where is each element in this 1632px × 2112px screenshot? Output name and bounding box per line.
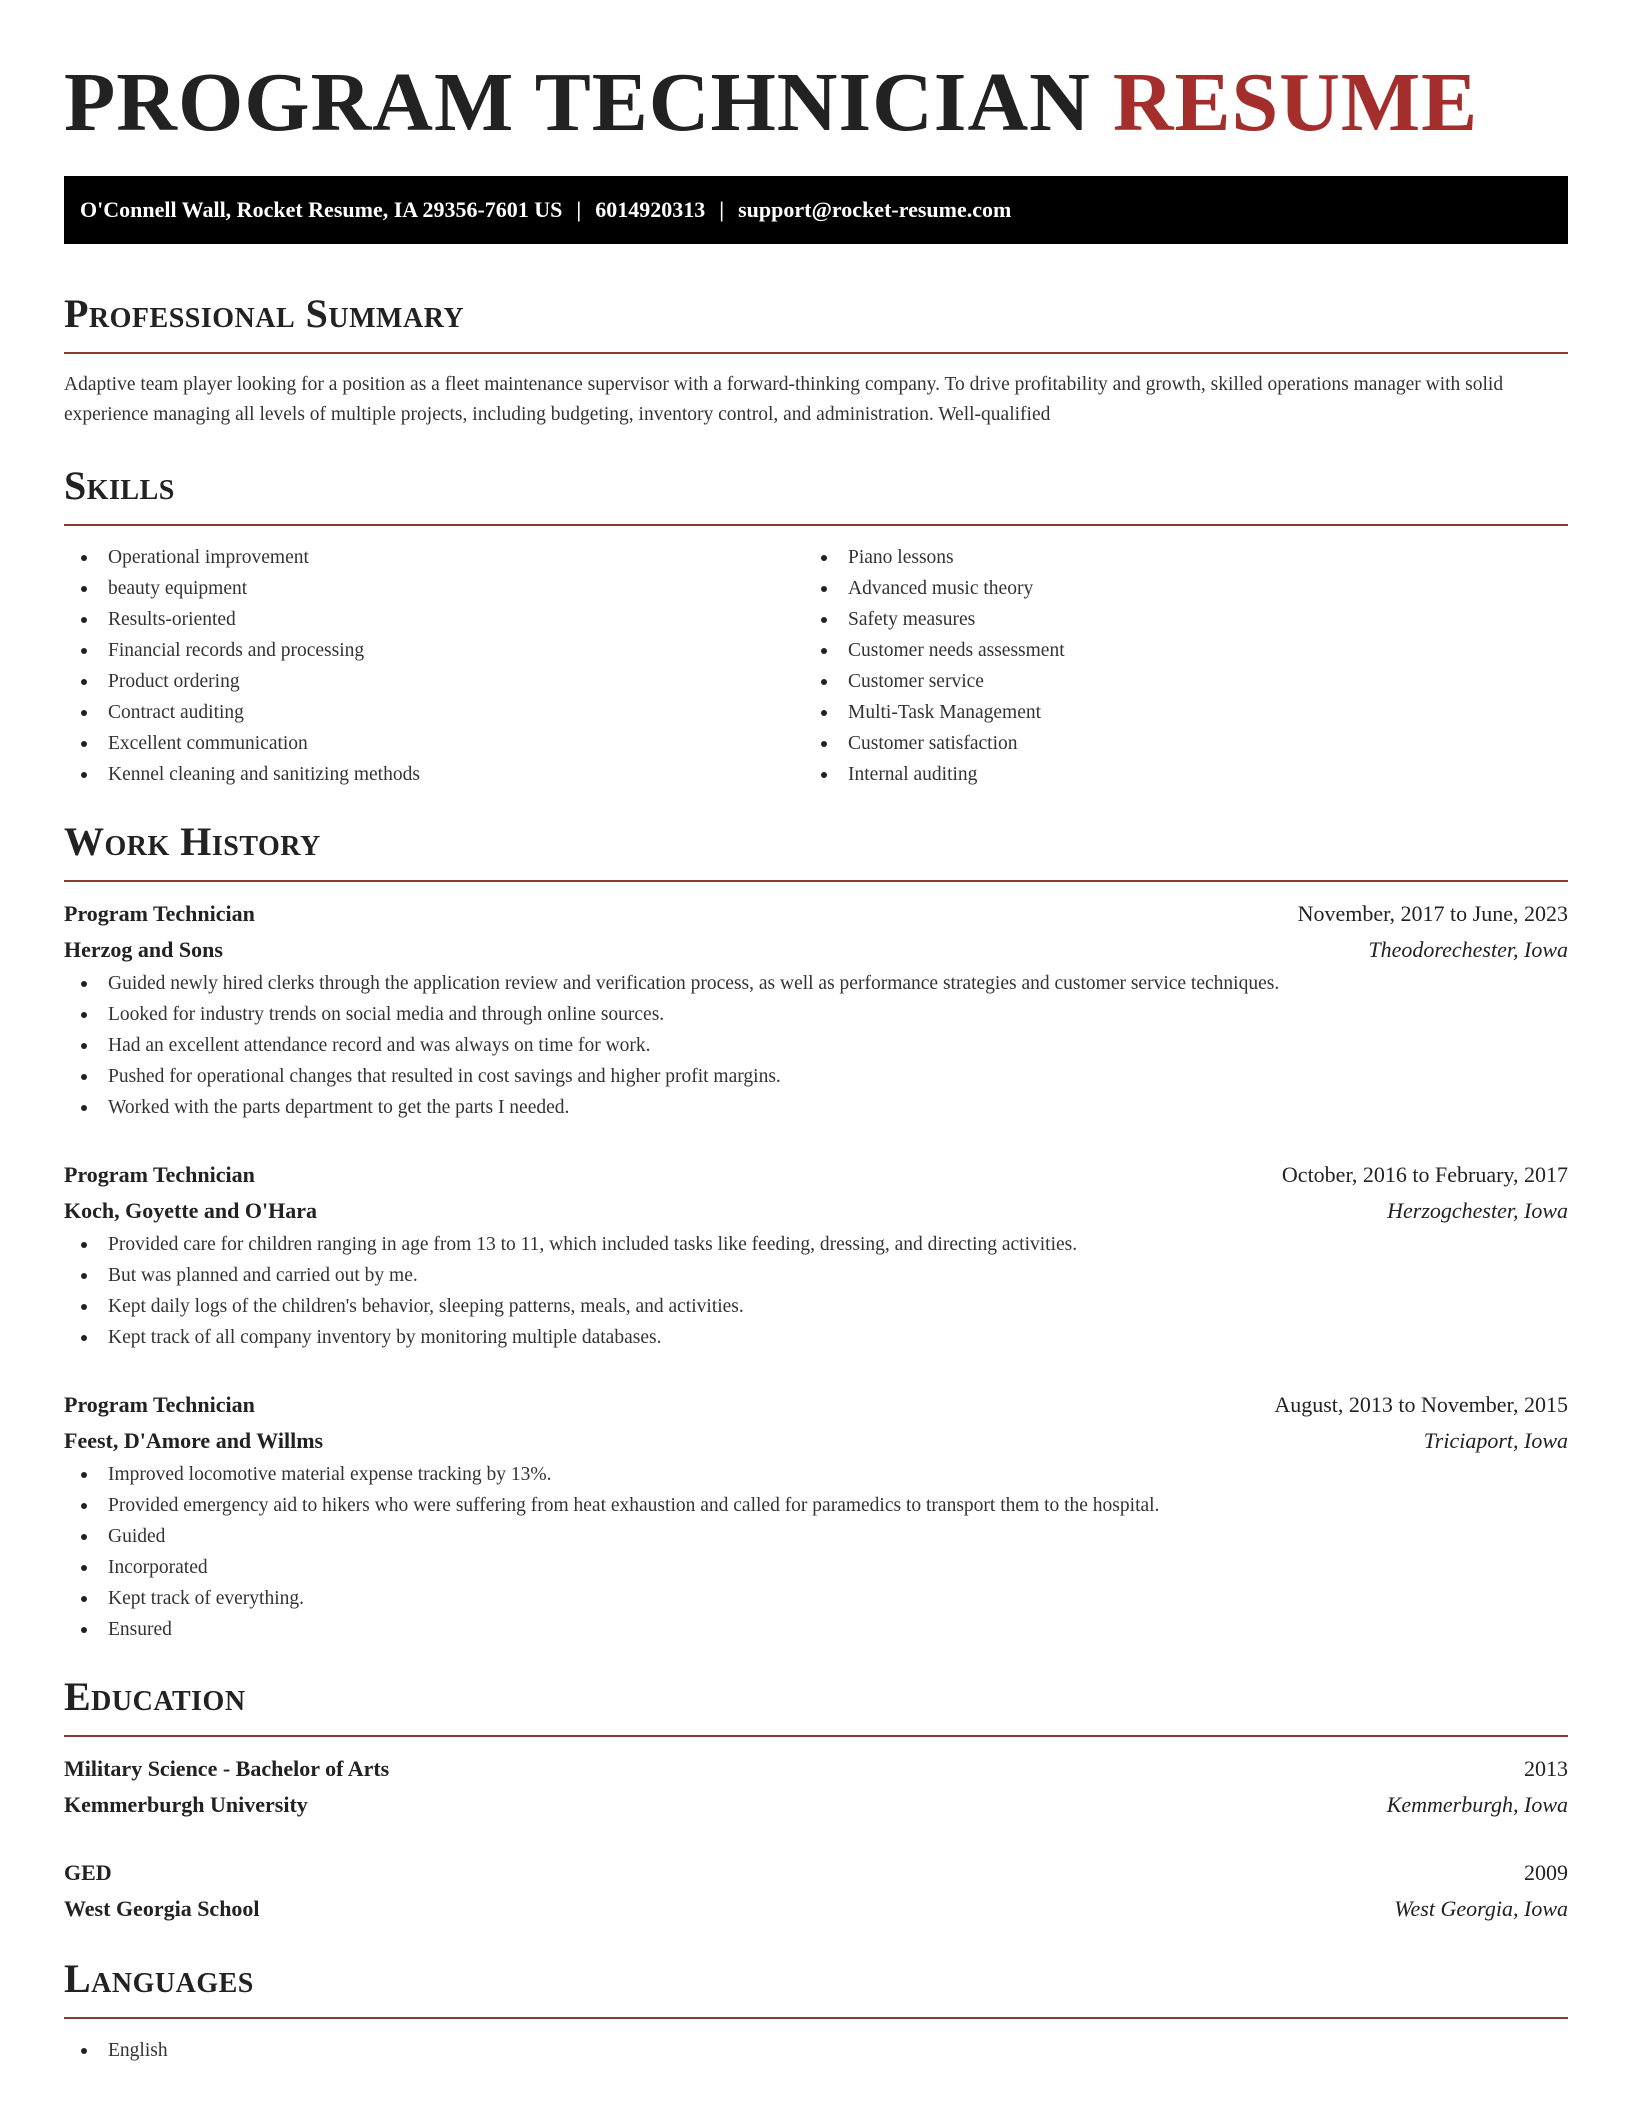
job-company-row [64, 1193, 1568, 1229]
job-company-row [64, 1423, 1568, 1459]
job-bullet: Incorporated [64, 1552, 1568, 1583]
resume-page [64, 0, 1568, 2066]
section-divider [64, 352, 1568, 354]
job-bullet: Pushed for operational changes that resulted in cost savings and higher profit margins. [64, 1061, 1568, 1092]
education-year: 2009 [1524, 1860, 1568, 1885]
skill-item: Customer needs assessment [804, 635, 1544, 666]
skills-section [64, 458, 1568, 790]
education-degree-row [64, 1855, 1568, 1891]
job-dates: November, 2017 to June, 2023 [1297, 901, 1568, 926]
job-bullet: Kept daily logs of the children's behavior, sleeping patterns, meals, and activities. [64, 1291, 1568, 1322]
contact-separator: | [576, 197, 582, 222]
skills-list-left [64, 542, 804, 790]
job-bullet: Ensured [64, 1614, 1568, 1645]
languages-section [64, 1951, 1568, 2066]
languages-heading: Languages [64, 1956, 254, 2001]
education-location: Kemmerburgh, Iowa [1386, 1792, 1568, 1817]
education-heading: Education [64, 1674, 246, 1719]
section-divider [64, 1735, 1568, 1737]
job-dates: October, 2016 to February, 2017 [1281, 1162, 1568, 1187]
job-bullet: But was planned and carried out by me. [64, 1260, 1568, 1291]
job-header-row [64, 1157, 1568, 1193]
skills-list-right [804, 542, 1544, 790]
job-title: Program Technician [64, 1392, 255, 1417]
education-degree: GED [64, 1860, 112, 1885]
skills-heading: Skills [64, 463, 175, 508]
job-company-row [64, 932, 1568, 968]
language-item: English [64, 2035, 1568, 2066]
contact-phone: 6014920313 [595, 197, 706, 222]
skill-item: Customer service [804, 666, 1544, 697]
resume-title [64, 54, 1568, 152]
education-school: Kemmerburgh University [64, 1792, 308, 1817]
skill-item: Results-oriented [64, 604, 804, 635]
job-bullets [64, 968, 1568, 1123]
job-company: Feest, D'Amore and Willms [64, 1428, 324, 1453]
job-bullet: Guided newly hired clerks through the application review and verification process, as well as performance strategies and customer service techniques. [64, 968, 1568, 999]
job-header-row [64, 1387, 1568, 1423]
skill-item: Piano lessons [804, 542, 1544, 573]
contact-email[interactable]: support@rocket-resume.com [738, 197, 1012, 222]
job-entry [64, 896, 1568, 1123]
education-entry [64, 1855, 1568, 1927]
summary-text: Adaptive team player looking for a position as a fleet maintenance supervisor with a forward-thinking company. To drive profitability and growth, skilled operations manager with solid experience managing all levels of multiple projects, including budgeting, inventory control, and administration. Well-qualified [64, 374, 1504, 425]
languages-list [64, 2035, 1568, 2066]
contact-separator: | [719, 197, 725, 222]
work-history-heading: Work History [64, 819, 321, 864]
job-bullet: Provided care for children ranging in age from 13 to 11, which included tasks like feeding, dressing, and directing activities. [64, 1229, 1568, 1260]
contact-bar [64, 176, 1568, 244]
section-divider [64, 524, 1568, 526]
job-header-row [64, 896, 1568, 932]
skill-item: Safety measures [804, 604, 1544, 635]
job-bullet: Kept track of all company inventory by monitoring multiple databases. [64, 1322, 1568, 1353]
education-location: West Georgia, Iowa [1394, 1896, 1568, 1921]
summary-section [64, 286, 1568, 430]
title-accent: RESUME [1112, 56, 1479, 149]
skill-item: Advanced music theory [804, 573, 1544, 604]
job-company: Herzog and Sons [64, 937, 223, 962]
contact-address: O'Connell Wall, Rocket Resume, IA 29356-7601 US [80, 197, 563, 222]
work-history-section [64, 814, 1568, 1645]
job-bullet: Improved locomotive material expense tracking by 13%. [64, 1459, 1568, 1490]
skill-item: Operational improvement [64, 542, 804, 573]
skill-item: Excellent communication [64, 728, 804, 759]
skill-item: Product ordering [64, 666, 804, 697]
job-bullet: Worked with the parts department to get the parts I needed. [64, 1092, 1568, 1123]
job-company: Koch, Goyette and O'Hara [64, 1198, 317, 1223]
job-bullet: Had an excellent attendance record and was always on time for work. [64, 1030, 1568, 1061]
title-main: PROGRAM TECHNICIAN [64, 56, 1091, 149]
section-divider [64, 2017, 1568, 2019]
job-title: Program Technician [64, 1162, 255, 1187]
skills-columns [64, 542, 1568, 790]
job-bullet: Looked for industry trends on social media and through online sources. [64, 999, 1568, 1030]
section-divider [64, 880, 1568, 882]
skill-item: Kennel cleaning and sanitizing methods [64, 759, 804, 790]
job-dates: August, 2013 to November, 2015 [1274, 1392, 1568, 1417]
skill-item: Multi-Task Management [804, 697, 1544, 728]
skill-item: Contract auditing [64, 697, 804, 728]
skill-item: Financial records and processing [64, 635, 804, 666]
job-bullet: Guided [64, 1521, 1568, 1552]
education-school-row [64, 1891, 1568, 1927]
skill-item: Customer satisfaction [804, 728, 1544, 759]
job-location: Theodorechester, Iowa [1368, 937, 1568, 962]
education-degree-row [64, 1751, 1568, 1787]
job-entry [64, 1387, 1568, 1645]
summary-heading: Professional Summary [64, 291, 465, 336]
education-year: 2013 [1524, 1756, 1568, 1781]
skill-item: Internal auditing [804, 759, 1544, 790]
education-entry [64, 1751, 1568, 1823]
job-bullets [64, 1459, 1568, 1645]
job-title: Program Technician [64, 901, 255, 926]
skill-item: beauty equipment [64, 573, 804, 604]
job-bullet: Provided emergency aid to hikers who were suffering from heat exhaustion and called for paramedics to transport them to the hospital. [64, 1490, 1568, 1521]
job-bullet: Kept track of everything. [64, 1583, 1568, 1614]
job-location: Herzogchester, Iowa [1387, 1198, 1568, 1223]
education-school: West Georgia School [64, 1896, 260, 1921]
job-location: Triciaport, Iowa [1423, 1428, 1568, 1453]
job-entry [64, 1157, 1568, 1353]
education-degree: Military Science - Bachelor of Arts [64, 1756, 390, 1781]
education-section [64, 1669, 1568, 1927]
job-bullets [64, 1229, 1568, 1353]
education-school-row [64, 1787, 1568, 1823]
